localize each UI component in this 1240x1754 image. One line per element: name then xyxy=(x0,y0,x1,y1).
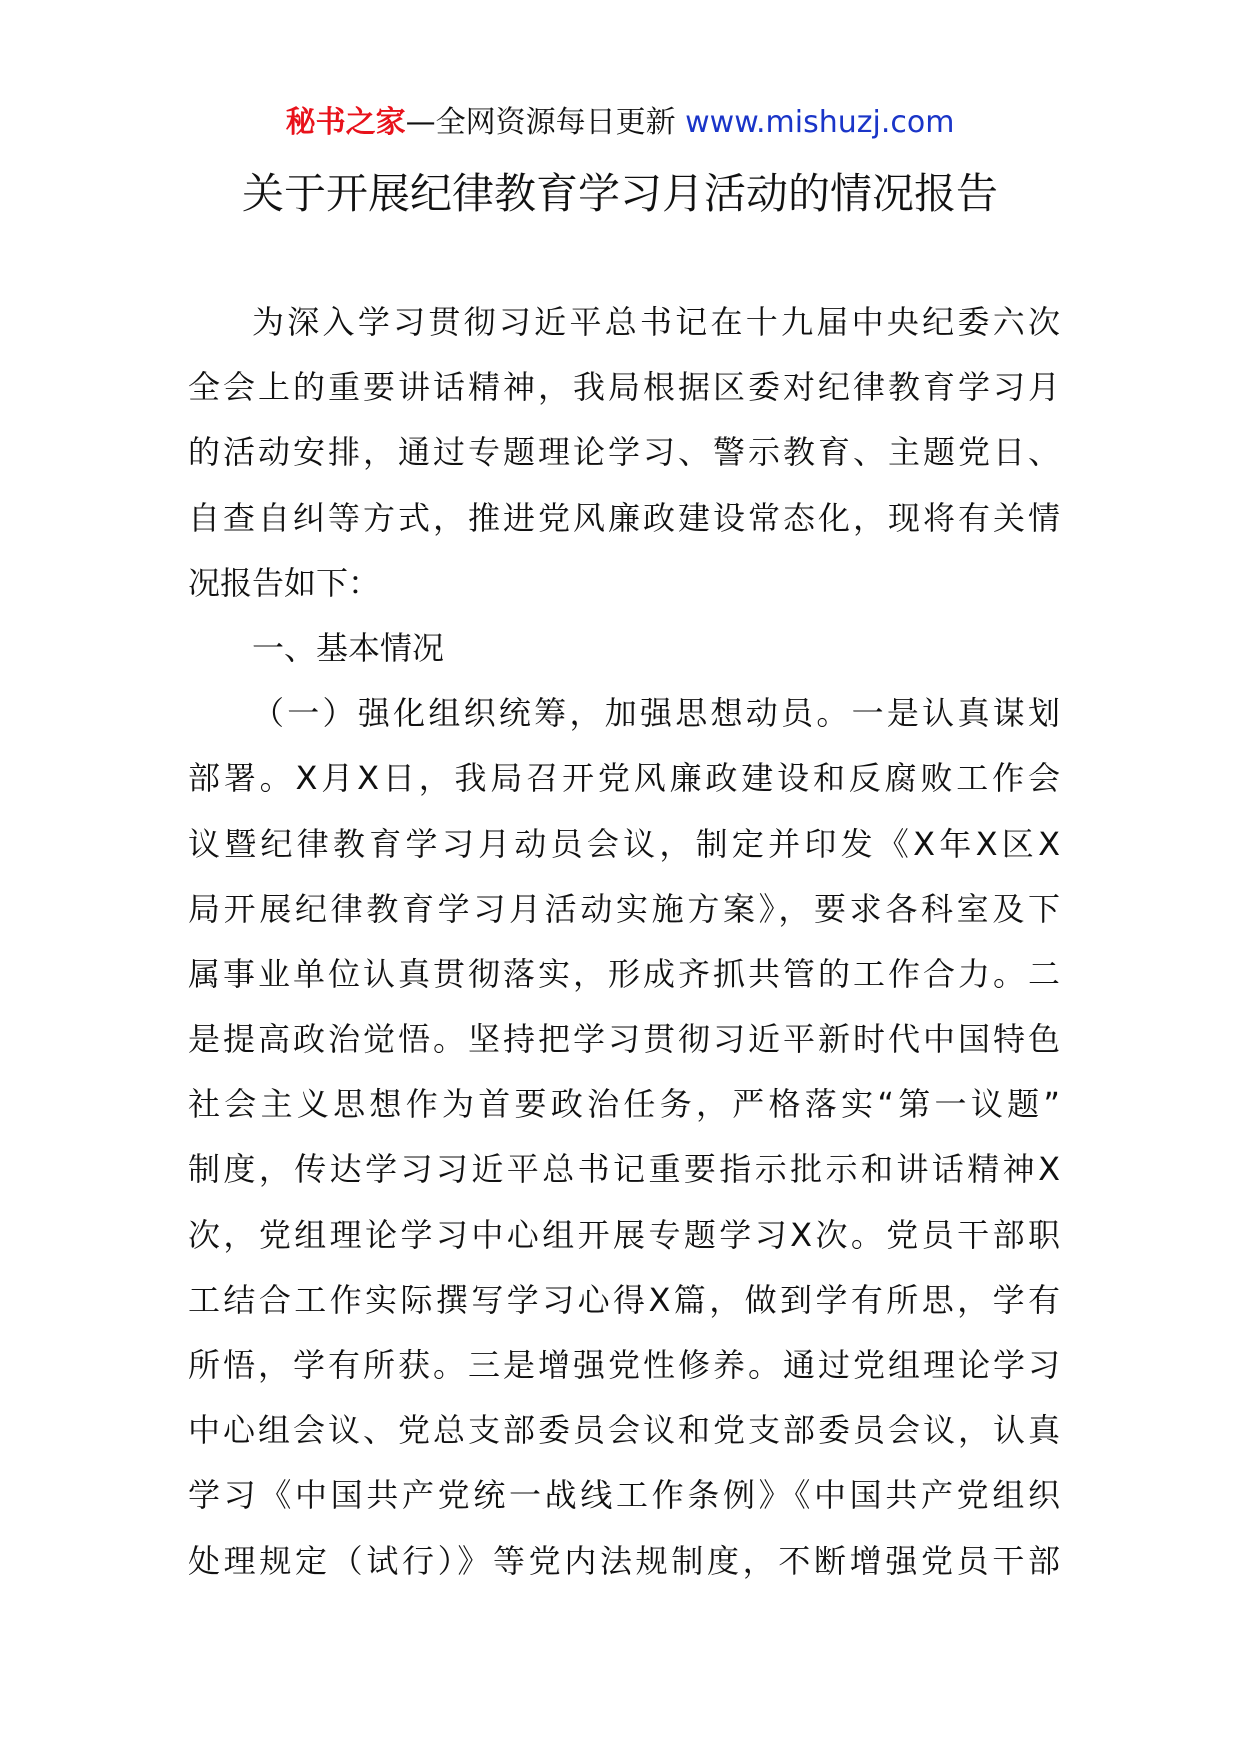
document-title: 关于开展纪律教育学习月活动的情况报告 xyxy=(241,169,998,218)
site-header xyxy=(0,100,1240,146)
body-line: 工结合工作实际撰写学习心得X篇，做到学有所思，学有 xyxy=(188,1280,1060,1319)
body-line: 全会上的重要讲话精神，我局根据区委对纪律教育学习月 xyxy=(188,368,1060,407)
body-line: 社会主义思想作为首要政治任务，严格落实“第一议题” xyxy=(188,1085,1060,1124)
body-line: （一）强化组织统筹，加强思想动员。一是认真谋划 xyxy=(252,694,1060,733)
body-line: 局开展纪律教育学习月活动实施方案》，要求各科室及下 xyxy=(188,889,1060,928)
brand-name: 秘书之家 xyxy=(285,105,406,140)
body-line: 所悟，学有所获。三是增强党性修养。通过党组理论学习 xyxy=(188,1346,1060,1384)
body-line: 是提高政治觉悟。坚持把学习贯彻习近平新时代中国特色 xyxy=(188,1020,1060,1059)
body-line: 次，党组理论学习中心组开展专题学习X次。党员干部职 xyxy=(188,1215,1060,1254)
body-line: 为深入学习贯彻习近平总书记在十九届中央纪委六次 xyxy=(252,303,1060,341)
body-line: 部署。X月X日，我局召开党风廉政建设和反腐败工作会 xyxy=(188,759,1060,798)
body-line: 自查自纠等方式，推进党风廉政建设常态化，现将有关情 xyxy=(188,498,1060,537)
header-tagline: —全网资源每日更新 xyxy=(405,105,686,140)
body-line: 的活动安排，通过专题理论学习、警示教育、主题党日、 xyxy=(188,433,1060,472)
body-line: 属事业单位认真贯彻落实，形成齐抓共管的工作合力。二 xyxy=(188,954,1060,993)
document-body xyxy=(188,290,1060,1594)
site-url[interactable]: www.mishuzj.com xyxy=(685,105,955,140)
section-heading: 一、基本情况 xyxy=(252,628,445,667)
body-line: 处理规定（试行）》等党内法规制度，不断增强党员干部 xyxy=(188,1541,1060,1580)
body-line: 制度，传达学习习近平总书记重要指示批示和讲话精神X xyxy=(188,1150,1060,1189)
body-line: 况报告如下： xyxy=(188,563,381,602)
body-line: 议暨纪律教育学习月动员会议，制定并印发《X年X区X xyxy=(188,824,1060,863)
body-line: 中心组会议、党总支部委员会议和党支部委员会议，认真 xyxy=(188,1411,1060,1450)
body-line: 学习《中国共产党统一战线工作条例》《中国共产党组织 xyxy=(188,1476,1060,1515)
